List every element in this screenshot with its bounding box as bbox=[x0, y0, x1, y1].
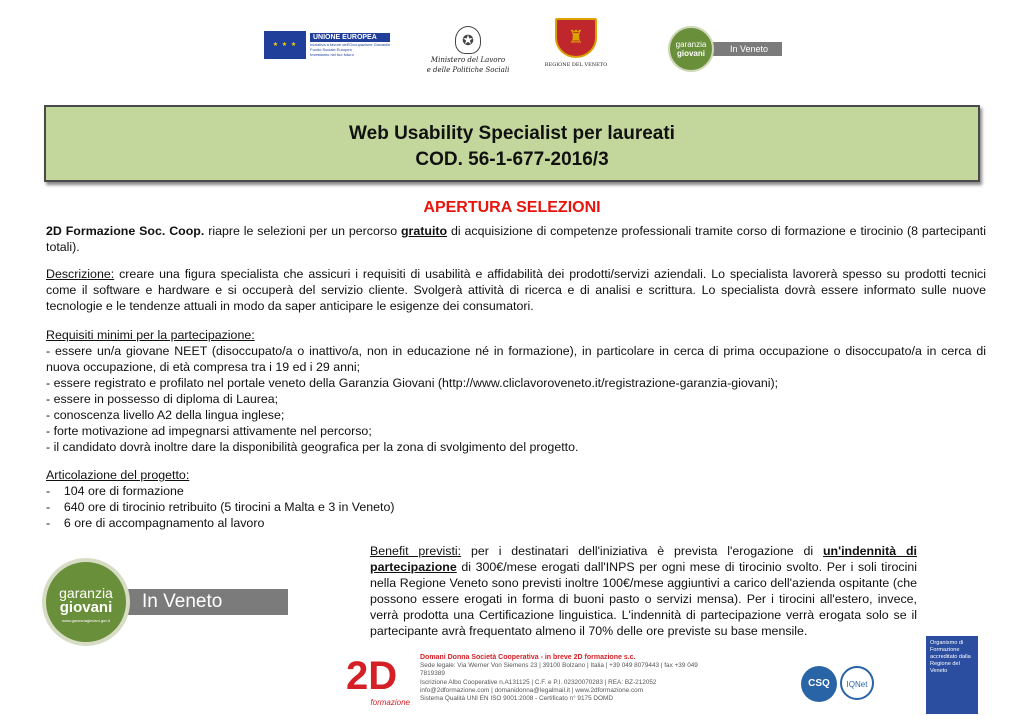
regione-logo bbox=[540, 18, 612, 74]
list-item: - essere in possesso di diploma di Laurea; bbox=[46, 392, 279, 406]
company-name: 2D Formazione Soc. Coop. bbox=[46, 224, 205, 238]
gg-word2: giovani bbox=[676, 49, 705, 58]
descrizione-paragraph: Descrizione: creare una figura specialista che assicuri i requisiti di usabilità e affidabilità dei prodotti/servizi aziendali. Lo specialista lavorerà spesso su prodotti tecnici come il software e hardware e si occuperà del servizio cliente. Svolgerà attività di ricerca e di analisi e scrittura. Lo specialista dovrà essere informato sulle nuove tecnologie e le tendenze attuali in modo da saper anticipare le esigenze dei consumatori. bbox=[46, 267, 986, 313]
requisiti-label: Requisiti minimi per la partecipazione: bbox=[46, 328, 255, 342]
iqnet-logo: IQNet bbox=[840, 666, 874, 700]
requisiti-section bbox=[46, 327, 986, 455]
intro-paragraph: 2D Formazione Soc. Coop. riapre le selezioni per un percorso gratuito di acquisizione di competenze professionali tramite corso di formazione e tirocinio (8 partecipanti totali). bbox=[46, 224, 986, 254]
ministero-logo bbox=[420, 26, 516, 82]
benefit-label: Benefit previsti: bbox=[370, 544, 462, 558]
csq-logo: CSQ bbox=[801, 666, 837, 702]
descrizione-label: Descrizione: bbox=[46, 267, 115, 281]
ministero-line1: Ministero del Lavoro bbox=[430, 56, 506, 64]
eu-sub: Fondo Sociale Europeo bbox=[310, 47, 352, 52]
footer-line: Iscrizione Albo Cooperative n.A131125 | C.F. e P.I. 02320070283 | REA: BZ-212052 bbox=[420, 678, 657, 686]
footer-line: info@2dformazione.com | domanidonna@legalmail.it | www.2dformazione.com bbox=[420, 686, 644, 694]
apertura-heading: APERTURA SELEZIONI bbox=[423, 199, 601, 216]
course-code: COD. 56-1-677-2016/3 bbox=[415, 149, 609, 170]
indennita-phrase: un'indennità di partecipazione bbox=[370, 544, 917, 574]
gg-url: www.garanziagiovani.gov.it bbox=[62, 618, 110, 623]
gratuito-word: gratuito bbox=[400, 224, 448, 238]
garanzia-giovani-logo-small bbox=[668, 26, 782, 72]
organismo-badge: Organismo di Formazione accreditato dalla Regione del Veneto bbox=[926, 636, 978, 714]
list-item: - conoscenza livello A2 della lingua inglese; bbox=[46, 408, 285, 422]
footer-line: Sede legale: Via Werner Von Siemens 23 | 39100 Bolzano | Italia | +39 049 8079443 | fax +39 049 7819389 bbox=[420, 662, 698, 678]
articolazione-section bbox=[46, 467, 986, 531]
eu-sub: Iniziativa a favore dell'Occupazione Giovanile bbox=[310, 42, 391, 47]
list-item: - 6 ore di accompagnamento al lavoro bbox=[46, 516, 265, 530]
regione-text: REGIONE DEL VENETO bbox=[544, 62, 608, 68]
list-item: - il candidato dovrà inoltre dare la disponibilità geografica per la zona di svolgimento del progetto. bbox=[46, 440, 579, 454]
list-item: - forte motivazione ad impegnarsi attivamente nel percorso; bbox=[46, 424, 372, 438]
in-veneto-band-large: In Veneto bbox=[120, 589, 288, 615]
eu-logo bbox=[264, 28, 414, 62]
list-item: - 104 ore di formazione bbox=[46, 484, 184, 498]
course-title: Web Usability Specialist per laureati bbox=[349, 123, 675, 144]
gg-circle-large: garanzia giovani www.garanziagiovani.gov.it bbox=[42, 558, 130, 646]
footer-info bbox=[420, 654, 720, 703]
list-item: - essere registrato e profilato nel portale veneto della Garanzia Giovani (http://www.cliclavoroveneto.it/registrazione-garanzia-giovani); bbox=[46, 376, 779, 390]
gg-circle bbox=[668, 26, 714, 72]
footer-company: Domani Donna Società Cooperativa - in breve 2D formazione s.c. bbox=[420, 654, 636, 661]
eu-flag-icon: ★ ★ ★ bbox=[264, 31, 306, 59]
articolazione-label: Articolazione del progetto: bbox=[46, 468, 190, 482]
benefit-paragraph: Benefit previsti: per i destinatari dell'iniziativa è prevista l'erogazione di un'indennità di partecipazione di 300€/mese erogati dall'INPS per ogni mese di tirocinio svolto. Per i soli tirocini nella Regione Veneto sono previsti inoltre 100€/mese aggiuntivi a carico dell'azienda ospitante (che possono essere erogati in forma di buoni pasto o servizi mensa). Per i tirocini all'estero, invece, verrà prodotta una Certificazione linguistica. L'indennità di partecipazione verrà erogata solo se il partecipante avrà frequentato almeno il 70% delle ore previste su base mensile. bbox=[370, 544, 917, 638]
republic-emblem-icon: ✪ bbox=[455, 26, 481, 54]
in-veneto-band: In Veneto bbox=[708, 42, 782, 56]
2d-formazione-logo: 2D formazione bbox=[346, 654, 410, 707]
gg-word1: garanzia bbox=[675, 40, 707, 49]
eu-sub: Investiamo nel tuo futuro bbox=[310, 52, 354, 57]
ministero-line2: e delle Politiche Sociali bbox=[426, 66, 510, 74]
list-item: - 640 ore di tirocinio retribuito (5 tirocini a Malta e 3 in Veneto) bbox=[46, 500, 395, 514]
footer-line: Sistema Qualità UNI EN ISO 9001:2008 - Certificato n° 9175 DOMD bbox=[420, 695, 613, 703]
lion-shield-icon: ♜ bbox=[555, 18, 597, 58]
list-item: - essere un/a giovane NEET (disoccupato/a o inattivo/a, non in educazione né in formazione), in particolare in cerca di prima occupazione o disoccupato/a in cerca di nuova occupazione, di età compresa tra i 19 ed i 29 anni; bbox=[46, 344, 986, 374]
title-box bbox=[44, 105, 980, 182]
eu-title: UNIONE EUROPEA bbox=[310, 33, 390, 42]
garanzia-giovani-logo-large bbox=[42, 558, 288, 646]
